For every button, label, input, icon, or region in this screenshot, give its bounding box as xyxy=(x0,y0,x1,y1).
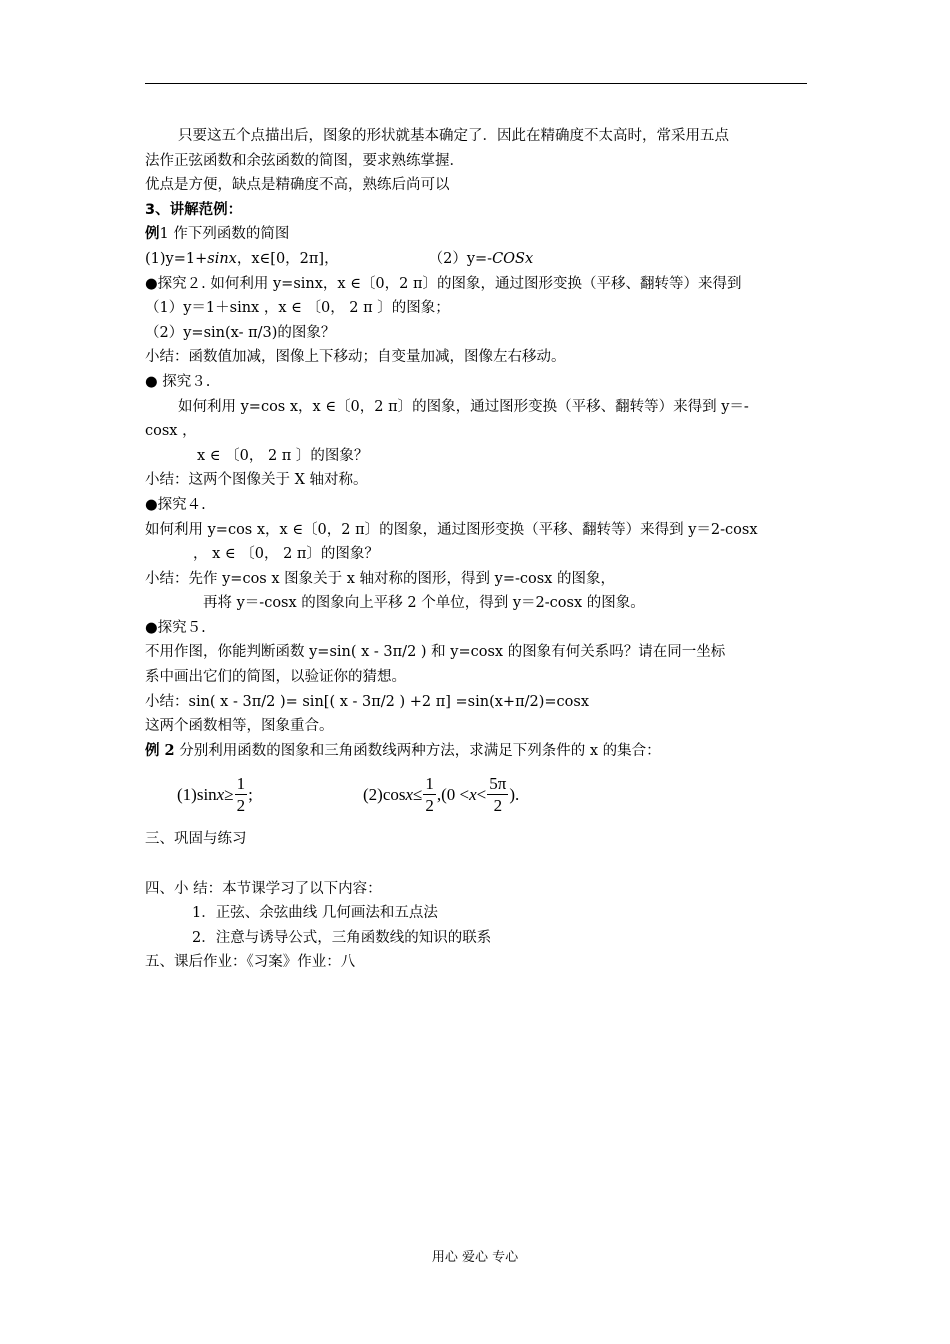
fraction-denominator: 2 xyxy=(236,795,246,815)
formula-1 xyxy=(177,769,253,821)
formula-var: x xyxy=(405,785,414,805)
formula-text: ,(0 < xyxy=(436,785,470,805)
fraction-denominator: 2 xyxy=(493,795,503,815)
explore-4-line: 如何利用 y=cos x，x ∈〔0，2 π〕的图象，通过图形变换（平移、翻转等）来得到 y＝2-cosx xyxy=(145,521,758,538)
header-rule xyxy=(145,83,807,84)
question-2-func: COSx xyxy=(492,250,534,267)
fraction xyxy=(235,774,248,817)
explore-5-title: ●探究５. xyxy=(145,619,206,636)
example-2-title xyxy=(145,739,810,764)
example-label: 例 2 xyxy=(145,741,175,759)
summary-line: 小结：sin( x - 3π/2 )= sin[( x - 3π/2 ) +2 π] =sin(x+π/2)=cosx xyxy=(145,693,589,710)
question-1-text: (1)y=1+ xyxy=(145,250,208,267)
fraction-numerator: 5π xyxy=(489,773,507,793)
question-1-domain: ，x∈[0，2π]， xyxy=(236,250,339,267)
fraction-numerator: 1 xyxy=(425,773,434,793)
fraction-denominator: 2 xyxy=(425,795,434,815)
formula-text: < xyxy=(476,785,487,805)
explore-2-line: （2）y=sin(x- π/3)的图象？ xyxy=(145,324,336,341)
explore-5-line: 系中画出它们的简图，以验证你的猜想。 xyxy=(145,669,406,686)
formula-text: ). xyxy=(509,785,520,805)
explore-3-line: x ∈ 〔0， 2 π 〕的图象？ xyxy=(197,447,369,464)
summary-line: 再将 y＝-cosx 的图象向上平移 2 个单位，得到 y＝2-cosx 的图象。 xyxy=(203,595,645,612)
example-1-questions xyxy=(145,247,810,272)
question-1-func: sinx xyxy=(207,250,237,267)
section-heading: 四、小 结：本节课学习了以下内容： xyxy=(145,880,382,897)
explore-4-line: ， x ∈ 〔0， 2 π〕的图象？ xyxy=(193,546,379,563)
summary-item: 1．正弦、余弦曲线 几何画法和五点法 xyxy=(192,905,438,922)
formula-text: (2)cos xyxy=(363,785,406,805)
fraction xyxy=(487,774,508,817)
example-1-title xyxy=(145,222,810,247)
page-footer: 用心 爱心 专心 xyxy=(431,1250,519,1265)
explore-3-title: ● 探究３. xyxy=(145,373,211,390)
section-heading: 三、巩固与练习 xyxy=(145,831,247,848)
formula-var: x xyxy=(216,785,225,805)
formula-2 xyxy=(363,769,519,821)
formula-op: ≥ xyxy=(224,785,234,805)
summary-line: 小结：先作 y=cos x 图象关于 x 轴对称的图形，得到 y=-cosx 的图象， xyxy=(145,570,615,587)
fraction-numerator: 1 xyxy=(236,773,246,793)
explore-4-title: ●探究４. xyxy=(145,496,206,513)
example-label: 例 xyxy=(145,225,160,243)
formula-text: (1)sin xyxy=(177,785,217,805)
explore-2-line: （1）y＝1＋sinx ，x ∈ 〔0， 2 π 〕的图象； xyxy=(145,300,450,317)
summary-line: 这两个函数相等，图象重合。 xyxy=(145,718,334,735)
section-heading: 五、课后作业：《习案》作业：八 xyxy=(145,954,356,971)
summary-item: 2．注意与诱导公式，三角函数线的知识的联系 xyxy=(192,929,492,946)
formula-text: ; xyxy=(248,785,253,805)
formula-var: x xyxy=(469,785,477,805)
paragraph-line: 法作正弦函数和余弦函数的简图，要求熟练掌握． xyxy=(145,152,464,169)
explore-5-line: 不用作图，你能判断函数 y=sin( x - 3π/2 ) 和 y=cosx 的图象有何关系吗？请在同一坐标 xyxy=(145,644,726,661)
paragraph-line: 只要这五个点描出后，图象的形状就基本确定了．因此在精确度不太高时，常采用五点 xyxy=(178,128,729,144)
document-body xyxy=(145,124,810,975)
section-heading: 3、讲解范例： xyxy=(145,201,243,218)
explore-3-line: 如何利用 y=cos x，x ∈〔0，2 π〕的图象，通过图形变换（平移、翻转等）来得到 y＝- xyxy=(178,398,749,415)
question-2-text: （2）y=- xyxy=(428,250,493,267)
formula-op: ≤ xyxy=(413,785,423,805)
summary-line: 小结：这两个图像关于 X 轴对称。 xyxy=(145,472,368,489)
example-2-formulas xyxy=(145,769,810,827)
summary-line: 小结：函数值加减，图像上下移动；自变量加减，图像左右移动。 xyxy=(145,349,566,366)
example-text: 分别利用函数的图象和三角函数线两种方法，求满足下列条件的 x 的集合： xyxy=(174,742,661,759)
fraction xyxy=(423,774,436,817)
explore-2-line: ●探究２. 如何利用 y=sinx，x ∈〔0，2 π〕的图象，通过图形变换（平移、翻转等）来得到 xyxy=(145,275,742,292)
example-text: 1 作下列函数的简图 xyxy=(159,226,290,243)
explore-3-line: cosx ， xyxy=(145,423,197,440)
paragraph-line: 优点是方便，缺点是精确度不高，熟练后尚可以 xyxy=(145,177,450,194)
